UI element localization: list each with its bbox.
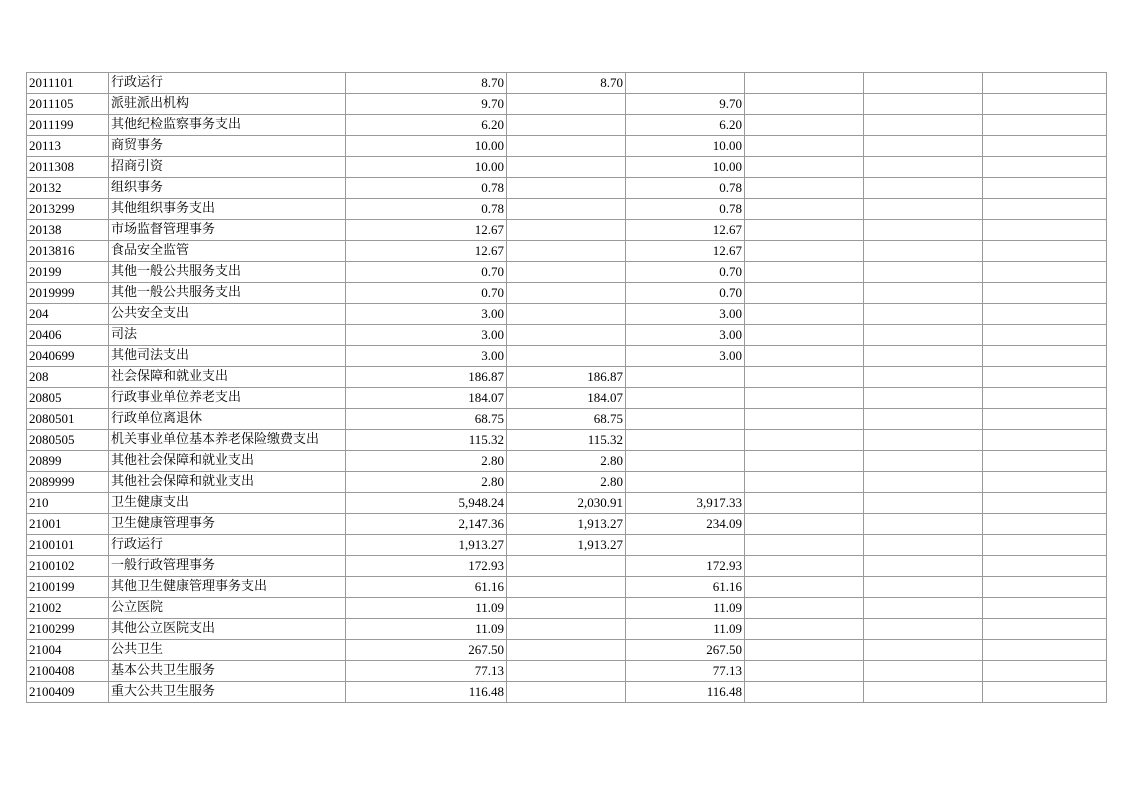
project-cell bbox=[626, 73, 745, 94]
empty-cell bbox=[745, 304, 864, 325]
project-cell: 12.67 bbox=[626, 241, 745, 262]
project-cell: 3.00 bbox=[626, 325, 745, 346]
name-cell: 其他社会保障和就业支出 bbox=[109, 472, 346, 493]
project-cell: 116.48 bbox=[626, 682, 745, 703]
basic-cell bbox=[507, 598, 626, 619]
empty-cell bbox=[864, 535, 983, 556]
total-cell: 68.75 bbox=[346, 409, 507, 430]
empty-cell bbox=[983, 73, 1107, 94]
code-cell: 2100408 bbox=[27, 661, 109, 682]
name-cell: 组织事务 bbox=[109, 178, 346, 199]
empty-cell bbox=[864, 556, 983, 577]
empty-cell bbox=[864, 136, 983, 157]
total-cell: 8.70 bbox=[346, 73, 507, 94]
empty-cell bbox=[745, 220, 864, 241]
project-cell: 12.67 bbox=[626, 220, 745, 241]
basic-cell: 8.70 bbox=[507, 73, 626, 94]
empty-cell bbox=[864, 661, 983, 682]
empty-cell bbox=[864, 472, 983, 493]
total-cell: 2,147.36 bbox=[346, 514, 507, 535]
project-cell: 10.00 bbox=[626, 136, 745, 157]
empty-cell bbox=[745, 472, 864, 493]
empty-cell bbox=[983, 451, 1107, 472]
empty-cell bbox=[745, 283, 864, 304]
project-cell: 11.09 bbox=[626, 619, 745, 640]
table-row bbox=[27, 430, 1107, 451]
table-row bbox=[27, 220, 1107, 241]
empty-cell bbox=[745, 115, 864, 136]
basic-cell bbox=[507, 94, 626, 115]
empty-cell bbox=[864, 430, 983, 451]
empty-cell bbox=[983, 535, 1107, 556]
empty-cell bbox=[983, 409, 1107, 430]
name-cell: 卫生健康管理事务 bbox=[109, 514, 346, 535]
empty-cell bbox=[864, 220, 983, 241]
name-cell: 其他一般公共服务支出 bbox=[109, 283, 346, 304]
table-row bbox=[27, 115, 1107, 136]
empty-cell bbox=[745, 178, 864, 199]
total-cell: 12.67 bbox=[346, 220, 507, 241]
table-row bbox=[27, 682, 1107, 703]
project-cell bbox=[626, 451, 745, 472]
code-cell: 20138 bbox=[27, 220, 109, 241]
name-cell: 重大公共卫生服务 bbox=[109, 682, 346, 703]
total-cell: 0.78 bbox=[346, 178, 507, 199]
basic-cell: 186.87 bbox=[507, 367, 626, 388]
table-row bbox=[27, 262, 1107, 283]
table-body bbox=[27, 73, 1107, 703]
code-cell: 2080501 bbox=[27, 409, 109, 430]
total-cell: 12.67 bbox=[346, 241, 507, 262]
empty-cell bbox=[983, 115, 1107, 136]
project-cell: 61.16 bbox=[626, 577, 745, 598]
project-cell: 267.50 bbox=[626, 640, 745, 661]
basic-cell: 2.80 bbox=[507, 472, 626, 493]
empty-cell bbox=[745, 262, 864, 283]
name-cell: 行政事业单位养老支出 bbox=[109, 388, 346, 409]
empty-cell bbox=[864, 346, 983, 367]
empty-cell bbox=[745, 598, 864, 619]
table-row bbox=[27, 325, 1107, 346]
total-cell: 61.16 bbox=[346, 577, 507, 598]
table-row bbox=[27, 178, 1107, 199]
name-cell: 其他纪检监察事务支出 bbox=[109, 115, 346, 136]
name-cell: 行政运行 bbox=[109, 535, 346, 556]
basic-cell: 2,030.91 bbox=[507, 493, 626, 514]
basic-cell: 2.80 bbox=[507, 451, 626, 472]
table-row bbox=[27, 451, 1107, 472]
empty-cell bbox=[983, 346, 1107, 367]
name-cell: 食品安全监管 bbox=[109, 241, 346, 262]
code-cell: 21004 bbox=[27, 640, 109, 661]
project-cell: 3,917.33 bbox=[626, 493, 745, 514]
basic-cell bbox=[507, 661, 626, 682]
code-cell: 2100102 bbox=[27, 556, 109, 577]
total-cell: 2.80 bbox=[346, 451, 507, 472]
table-row bbox=[27, 367, 1107, 388]
total-cell: 11.09 bbox=[346, 619, 507, 640]
empty-cell bbox=[983, 241, 1107, 262]
empty-cell bbox=[745, 157, 864, 178]
total-cell: 184.07 bbox=[346, 388, 507, 409]
table-row bbox=[27, 346, 1107, 367]
empty-cell bbox=[745, 682, 864, 703]
basic-cell: 115.32 bbox=[507, 430, 626, 451]
code-cell: 2100101 bbox=[27, 535, 109, 556]
name-cell: 卫生健康支出 bbox=[109, 493, 346, 514]
code-cell: 2013816 bbox=[27, 241, 109, 262]
project-cell: 0.70 bbox=[626, 262, 745, 283]
code-cell: 2100409 bbox=[27, 682, 109, 703]
total-cell: 2.80 bbox=[346, 472, 507, 493]
total-cell: 77.13 bbox=[346, 661, 507, 682]
project-cell: 0.70 bbox=[626, 283, 745, 304]
empty-cell bbox=[745, 640, 864, 661]
code-cell: 2040699 bbox=[27, 346, 109, 367]
empty-cell bbox=[864, 178, 983, 199]
empty-cell bbox=[745, 514, 864, 535]
empty-cell bbox=[864, 94, 983, 115]
code-cell: 20113 bbox=[27, 136, 109, 157]
project-cell: 3.00 bbox=[626, 346, 745, 367]
code-cell: 20199 bbox=[27, 262, 109, 283]
name-cell: 行政运行 bbox=[109, 73, 346, 94]
empty-cell bbox=[864, 367, 983, 388]
empty-cell bbox=[983, 178, 1107, 199]
empty-cell bbox=[983, 199, 1107, 220]
basic-cell bbox=[507, 157, 626, 178]
name-cell: 其他社会保障和就业支出 bbox=[109, 451, 346, 472]
name-cell: 商贸事务 bbox=[109, 136, 346, 157]
empty-cell bbox=[983, 493, 1107, 514]
basic-cell bbox=[507, 283, 626, 304]
total-cell: 3.00 bbox=[346, 304, 507, 325]
code-cell: 2100299 bbox=[27, 619, 109, 640]
code-cell: 2080505 bbox=[27, 430, 109, 451]
project-cell bbox=[626, 409, 745, 430]
empty-cell bbox=[745, 535, 864, 556]
name-cell: 一般行政管理事务 bbox=[109, 556, 346, 577]
total-cell: 0.70 bbox=[346, 262, 507, 283]
name-cell: 其他组织事务支出 bbox=[109, 199, 346, 220]
code-cell: 20406 bbox=[27, 325, 109, 346]
basic-cell bbox=[507, 220, 626, 241]
name-cell: 招商引资 bbox=[109, 157, 346, 178]
code-cell: 2011199 bbox=[27, 115, 109, 136]
basic-cell bbox=[507, 325, 626, 346]
project-cell: 0.78 bbox=[626, 178, 745, 199]
name-cell: 基本公共卫生服务 bbox=[109, 661, 346, 682]
project-cell: 172.93 bbox=[626, 556, 745, 577]
empty-cell bbox=[864, 409, 983, 430]
basic-cell bbox=[507, 262, 626, 283]
table-row bbox=[27, 535, 1107, 556]
total-cell: 0.70 bbox=[346, 283, 507, 304]
basic-cell bbox=[507, 304, 626, 325]
empty-cell bbox=[983, 262, 1107, 283]
table-row bbox=[27, 136, 1107, 157]
empty-cell bbox=[983, 577, 1107, 598]
basic-cell bbox=[507, 136, 626, 157]
name-cell: 公立医院 bbox=[109, 598, 346, 619]
basic-cell bbox=[507, 178, 626, 199]
empty-cell bbox=[864, 241, 983, 262]
basic-cell: 68.75 bbox=[507, 409, 626, 430]
empty-cell bbox=[864, 157, 983, 178]
table-row bbox=[27, 388, 1107, 409]
basic-cell bbox=[507, 199, 626, 220]
table-row bbox=[27, 577, 1107, 598]
total-cell: 9.70 bbox=[346, 94, 507, 115]
table-row bbox=[27, 619, 1107, 640]
empty-cell bbox=[983, 430, 1107, 451]
empty-cell bbox=[983, 367, 1107, 388]
empty-cell bbox=[745, 493, 864, 514]
table-row bbox=[27, 73, 1107, 94]
empty-cell bbox=[864, 388, 983, 409]
empty-cell bbox=[983, 598, 1107, 619]
empty-cell bbox=[983, 388, 1107, 409]
name-cell: 其他司法支出 bbox=[109, 346, 346, 367]
name-cell: 其他卫生健康管理事务支出 bbox=[109, 577, 346, 598]
empty-cell bbox=[864, 304, 983, 325]
empty-cell bbox=[864, 73, 983, 94]
project-cell: 3.00 bbox=[626, 304, 745, 325]
total-cell: 3.00 bbox=[346, 346, 507, 367]
table-row bbox=[27, 304, 1107, 325]
empty-cell bbox=[864, 283, 983, 304]
empty-cell bbox=[745, 367, 864, 388]
empty-cell bbox=[864, 598, 983, 619]
name-cell: 公共安全支出 bbox=[109, 304, 346, 325]
basic-cell bbox=[507, 115, 626, 136]
empty-cell bbox=[864, 115, 983, 136]
code-cell: 208 bbox=[27, 367, 109, 388]
basic-cell: 184.07 bbox=[507, 388, 626, 409]
basic-cell bbox=[507, 682, 626, 703]
table-row bbox=[27, 556, 1107, 577]
total-cell: 5,948.24 bbox=[346, 493, 507, 514]
table-row bbox=[27, 598, 1107, 619]
total-cell: 3.00 bbox=[346, 325, 507, 346]
empty-cell bbox=[745, 556, 864, 577]
project-cell: 0.78 bbox=[626, 199, 745, 220]
code-cell: 2089999 bbox=[27, 472, 109, 493]
name-cell: 司法 bbox=[109, 325, 346, 346]
name-cell: 公共卫生 bbox=[109, 640, 346, 661]
name-cell: 行政单位离退休 bbox=[109, 409, 346, 430]
basic-cell: 1,913.27 bbox=[507, 535, 626, 556]
code-cell: 2100199 bbox=[27, 577, 109, 598]
empty-cell bbox=[983, 661, 1107, 682]
empty-cell bbox=[983, 220, 1107, 241]
table-row bbox=[27, 493, 1107, 514]
name-cell: 其他一般公共服务支出 bbox=[109, 262, 346, 283]
basic-cell bbox=[507, 241, 626, 262]
project-cell: 11.09 bbox=[626, 598, 745, 619]
total-cell: 6.20 bbox=[346, 115, 507, 136]
empty-cell bbox=[983, 682, 1107, 703]
budget-table bbox=[26, 72, 1107, 703]
code-cell: 20132 bbox=[27, 178, 109, 199]
table-row bbox=[27, 472, 1107, 493]
project-cell: 9.70 bbox=[626, 94, 745, 115]
empty-cell bbox=[745, 73, 864, 94]
table-row bbox=[27, 199, 1107, 220]
basic-cell bbox=[507, 619, 626, 640]
name-cell: 其他公立医院支出 bbox=[109, 619, 346, 640]
empty-cell bbox=[864, 199, 983, 220]
project-cell: 10.00 bbox=[626, 157, 745, 178]
code-cell: 2019999 bbox=[27, 283, 109, 304]
empty-cell bbox=[745, 199, 864, 220]
project-cell: 77.13 bbox=[626, 661, 745, 682]
code-cell: 21002 bbox=[27, 598, 109, 619]
table-row bbox=[27, 409, 1107, 430]
name-cell: 机关事业单位基本养老保险缴费支出 bbox=[109, 430, 346, 451]
table-row bbox=[27, 661, 1107, 682]
empty-cell bbox=[745, 661, 864, 682]
empty-cell bbox=[745, 94, 864, 115]
empty-cell bbox=[745, 136, 864, 157]
total-cell: 186.87 bbox=[346, 367, 507, 388]
empty-cell bbox=[983, 157, 1107, 178]
basic-cell bbox=[507, 577, 626, 598]
empty-cell bbox=[864, 325, 983, 346]
total-cell: 0.78 bbox=[346, 199, 507, 220]
table-row bbox=[27, 283, 1107, 304]
basic-cell: 1,913.27 bbox=[507, 514, 626, 535]
empty-cell bbox=[745, 388, 864, 409]
code-cell: 204 bbox=[27, 304, 109, 325]
empty-cell bbox=[864, 577, 983, 598]
empty-cell bbox=[745, 241, 864, 262]
empty-cell bbox=[983, 136, 1107, 157]
basic-cell bbox=[507, 346, 626, 367]
code-cell: 2011101 bbox=[27, 73, 109, 94]
empty-cell bbox=[983, 304, 1107, 325]
empty-cell bbox=[745, 409, 864, 430]
total-cell: 267.50 bbox=[346, 640, 507, 661]
code-cell: 210 bbox=[27, 493, 109, 514]
basic-cell bbox=[507, 556, 626, 577]
total-cell: 115.32 bbox=[346, 430, 507, 451]
project-cell bbox=[626, 430, 745, 451]
empty-cell bbox=[864, 682, 983, 703]
empty-cell bbox=[864, 262, 983, 283]
table-row bbox=[27, 94, 1107, 115]
empty-cell bbox=[864, 493, 983, 514]
empty-cell bbox=[983, 640, 1107, 661]
table-row bbox=[27, 514, 1107, 535]
empty-cell bbox=[983, 94, 1107, 115]
empty-cell bbox=[983, 472, 1107, 493]
empty-cell bbox=[745, 451, 864, 472]
empty-cell bbox=[983, 514, 1107, 535]
empty-cell bbox=[745, 577, 864, 598]
name-cell: 社会保障和就业支出 bbox=[109, 367, 346, 388]
project-cell: 6.20 bbox=[626, 115, 745, 136]
table-row bbox=[27, 640, 1107, 661]
name-cell: 市场监督管理事务 bbox=[109, 220, 346, 241]
empty-cell bbox=[864, 619, 983, 640]
project-cell: 234.09 bbox=[626, 514, 745, 535]
code-cell: 21001 bbox=[27, 514, 109, 535]
project-cell bbox=[626, 388, 745, 409]
total-cell: 10.00 bbox=[346, 136, 507, 157]
empty-cell bbox=[983, 619, 1107, 640]
empty-cell bbox=[864, 514, 983, 535]
table-row bbox=[27, 241, 1107, 262]
total-cell: 116.48 bbox=[346, 682, 507, 703]
project-cell bbox=[626, 367, 745, 388]
code-cell: 20899 bbox=[27, 451, 109, 472]
name-cell: 派驻派出机构 bbox=[109, 94, 346, 115]
empty-cell bbox=[745, 619, 864, 640]
total-cell: 10.00 bbox=[346, 157, 507, 178]
code-cell: 2013299 bbox=[27, 199, 109, 220]
code-cell: 2011105 bbox=[27, 94, 109, 115]
empty-cell bbox=[745, 325, 864, 346]
empty-cell bbox=[864, 640, 983, 661]
project-cell bbox=[626, 472, 745, 493]
code-cell: 2011308 bbox=[27, 157, 109, 178]
empty-cell bbox=[745, 346, 864, 367]
table-row bbox=[27, 157, 1107, 178]
code-cell: 20805 bbox=[27, 388, 109, 409]
empty-cell bbox=[745, 430, 864, 451]
total-cell: 1,913.27 bbox=[346, 535, 507, 556]
empty-cell bbox=[983, 325, 1107, 346]
project-cell bbox=[626, 535, 745, 556]
empty-cell bbox=[864, 451, 983, 472]
total-cell: 172.93 bbox=[346, 556, 507, 577]
empty-cell bbox=[983, 556, 1107, 577]
basic-cell bbox=[507, 640, 626, 661]
empty-cell bbox=[983, 283, 1107, 304]
total-cell: 11.09 bbox=[346, 598, 507, 619]
